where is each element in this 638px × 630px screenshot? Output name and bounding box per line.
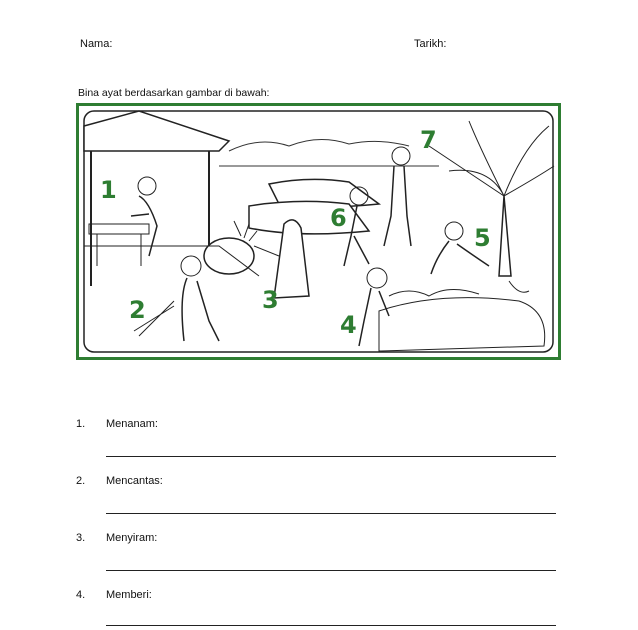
question-number: 1. xyxy=(76,418,86,430)
figure-number-7: 7 xyxy=(420,126,437,154)
question-label: Menanam: xyxy=(106,418,158,430)
answer-line-1[interactable] xyxy=(106,456,556,457)
figure-number-2: 2 xyxy=(129,296,146,324)
figure-number-4: 4 xyxy=(340,311,357,339)
question-number: 4. xyxy=(76,589,86,601)
figure-number-3: 3 xyxy=(262,286,279,314)
figure-number-6: 6 xyxy=(330,204,347,232)
question-number: 2. xyxy=(76,475,86,487)
date-label: Tarikh: xyxy=(414,38,447,50)
question-number: 3. xyxy=(76,532,86,544)
figure-number-1: 1 xyxy=(100,176,117,204)
answer-line-2[interactable] xyxy=(106,513,556,514)
question-label: Mencantas: xyxy=(106,475,163,487)
figure-number-5: 5 xyxy=(474,224,491,252)
question-label: Memberi: xyxy=(106,589,152,601)
name-label: Nama: xyxy=(80,38,113,50)
answer-line-4[interactable] xyxy=(106,625,556,626)
instruction-text: Bina ayat berdasarkan gambar di bawah: xyxy=(78,87,270,99)
illustration-frame xyxy=(76,103,561,360)
answer-line-3[interactable] xyxy=(106,570,556,571)
question-label: Menyiram: xyxy=(106,532,158,544)
